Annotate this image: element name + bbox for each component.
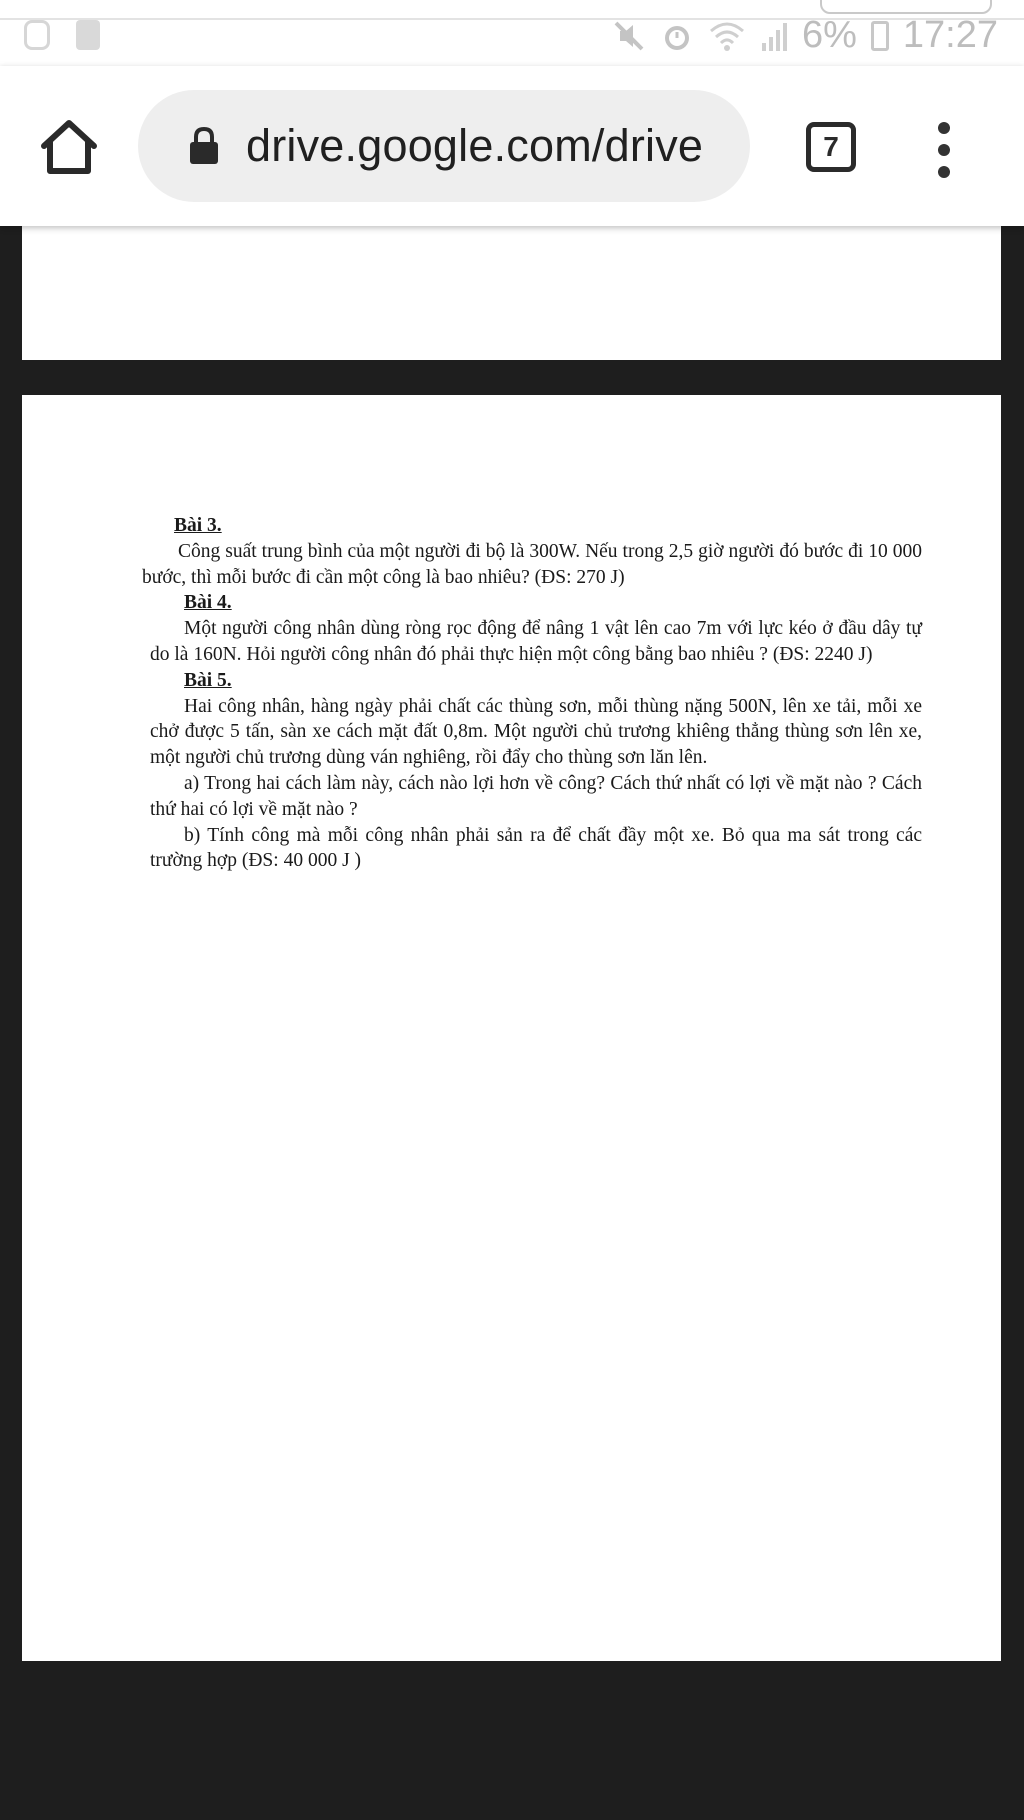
home-icon[interactable] — [38, 118, 100, 176]
wifi-icon — [708, 19, 746, 53]
warning-icon — [76, 20, 100, 50]
bai3-heading: Bài 3. — [174, 515, 222, 536]
page-content — [142, 513, 922, 874]
more-vert-icon[interactable] — [930, 122, 958, 178]
bai5-part-a: a) Trong hai cách làm này, cách nào lợi hơn về công? Cách thứ nhất có lợi về mặt nào ? Cách thứ hai có lợi về mặt nào ? — [150, 772, 922, 820]
bai5-text: Hai công nhân, hàng ngày phải chất các thùng sơn, mỗi thùng nặng 500N, lên xe tải, mỗi xe chở được 5 tấn, sàn xe cách mặt đất 0,8m. Một người chủ trương khiêng thẳng thùng sơn lên xe, một người chủ trương dùng ván nghiêng, rồi đẩy cho thùng sơn lăn lên. — [150, 695, 922, 769]
battery-percent: 6% — [801, 14, 857, 56]
clock: 17:27 — [902, 14, 998, 56]
notification-icon — [24, 20, 50, 50]
status-bar — [0, 0, 1024, 66]
tab-switcher-hint — [820, 0, 992, 14]
bai5-part-b: b) Tính công mà mỗi công nhân phải sản ra để chất đầy một xe. Bỏ qua ma sát trong các trường hợp (ĐS: 40 000 J ) — [150, 824, 922, 872]
bai5-heading: Bài 5. — [184, 669, 232, 691]
document-viewer[interactable] — [0, 226, 1024, 1820]
mute-icon — [612, 19, 646, 53]
url-text: drive.google.com/drive — [246, 120, 704, 171]
bai3-text: Công suất trung bình của một người đi bộ là 300W. Nếu trong 2,5 giờ người đó bước đi 10 000 bước, thì mỗi bước đi cần một công là bao nhiêu? (ĐS: 270 J) — [142, 540, 922, 588]
battery-icon — [871, 21, 889, 51]
address-bar[interactable] — [138, 90, 750, 202]
alarm-icon — [660, 19, 694, 53]
document-page — [22, 395, 1001, 1661]
signal-icon — [760, 19, 788, 53]
lock-icon — [188, 126, 220, 166]
bai4-text: Một người công nhân dùng ròng rọc động để nâng 1 vật lên cao 7m với lực kéo ở đầu dây tự do là 160N. Hỏi người công nhân đó phải thực hiện một công bằng bao nhiêu ? (ĐS: 2240 J) — [150, 618, 922, 665]
browser-toolbar — [0, 66, 1024, 226]
tab-switcher-button[interactable]: 7 — [806, 122, 856, 172]
bai4-heading: Bài 4. — [184, 592, 232, 614]
